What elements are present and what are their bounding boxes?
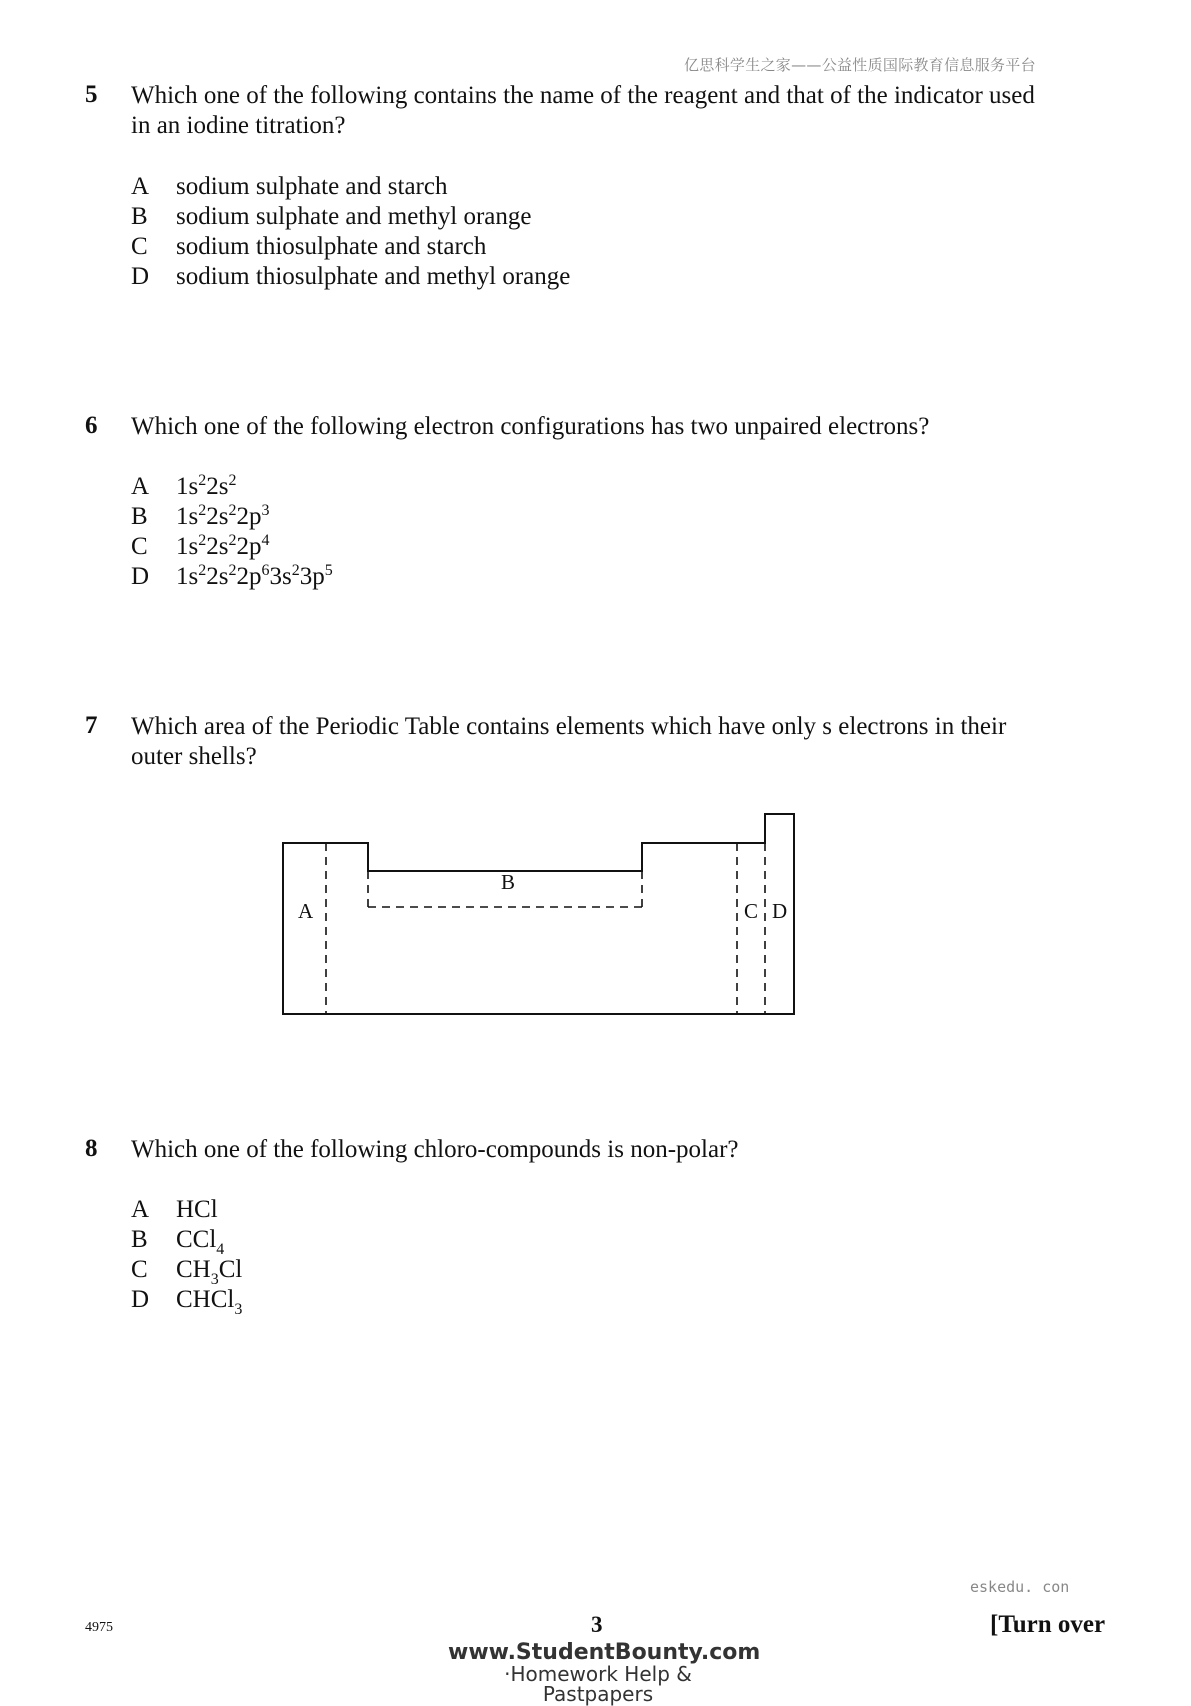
formula-text: CHCl [176, 1286, 235, 1313]
option-b [131, 502, 333, 532]
formula-text: 1s [176, 503, 199, 530]
question-6-options [131, 472, 333, 592]
formula-text: 2s [206, 503, 229, 530]
page-number: 3 [591, 1612, 603, 1637]
option-b [131, 202, 570, 232]
question-7-text [131, 712, 1111, 772]
formula-sup: 6 [261, 562, 270, 579]
turn-over-label: [Turn over [990, 1611, 1106, 1638]
formula-sup: 2 [228, 502, 237, 519]
formula-sub: 4 [216, 1241, 225, 1258]
formula-sup: 4 [261, 532, 270, 549]
option-d [131, 1285, 243, 1318]
question-line: Which one of the following contains the name of the reagent and that of the indicator used [131, 82, 1035, 109]
option-formula [176, 473, 236, 500]
formula-text: 2p [236, 533, 262, 560]
question-line: outer shells? [131, 743, 257, 770]
question-line: in an iodine titration? [131, 112, 346, 139]
option-formula [176, 563, 333, 590]
option-d [131, 562, 333, 592]
option-b [131, 1225, 242, 1258]
formula-sub: 3 [234, 1301, 243, 1318]
option-text: sodium sulphate and starch [176, 173, 448, 200]
formula-text: 2p [236, 563, 262, 590]
option-letter: A [131, 173, 150, 200]
question-6-text [131, 412, 1111, 442]
option-a [131, 1195, 242, 1225]
question-8-text [131, 1135, 1111, 1165]
formula-sup: 2 [291, 562, 300, 579]
formula-sub: 3 [210, 1271, 219, 1288]
option-c [131, 1255, 243, 1288]
formula-sup: 2 [198, 502, 207, 519]
question-7-number: 7 [85, 712, 98, 739]
option-formula [176, 503, 269, 530]
option-d [131, 262, 570, 292]
question-5-options [131, 172, 570, 292]
formula-text: 2s [206, 533, 229, 560]
option-formula [176, 533, 269, 560]
formula-text: Cl [218, 1256, 243, 1283]
option-text: sodium thiosulphate and starch [176, 233, 487, 260]
question-8-options [131, 1195, 243, 1318]
formula-sup: 2 [228, 532, 237, 549]
question-line: Which one of the following electron configurations has two unpaired electrons? [131, 413, 930, 440]
formula-text: CCl [176, 1226, 217, 1253]
formula-text: 1s [176, 533, 199, 560]
region-label-b: B [501, 870, 516, 894]
paper-code: 4975 [85, 1620, 113, 1635]
formula-sup: 3 [261, 502, 270, 519]
option-letter: C [131, 533, 148, 560]
option-letter: D [131, 563, 150, 590]
formula-sup: 2 [198, 532, 207, 549]
formula-text: 3s [269, 563, 292, 590]
option-letter: A [131, 473, 150, 500]
question-8-number: 8 [85, 1135, 98, 1162]
studentbounty-logo [448, 1640, 761, 1706]
logo-line-2: ·Homework Help & Pastpapers [504, 1662, 692, 1706]
option-letter: B [131, 1226, 148, 1253]
formula-text: 1s [176, 563, 199, 590]
header-watermark: 亿思科学生之家——公益性质国际教育信息服务平台 [684, 56, 1036, 74]
question-line: Which area of the Periodic Table contains elements which have only s electrons in their [131, 713, 1007, 740]
option-formula [176, 1256, 243, 1288]
formula-text: CH [176, 1256, 211, 1283]
formula-sup: 2 [198, 472, 207, 489]
option-c [131, 532, 333, 562]
option-formula [176, 1196, 218, 1223]
formula-sup: 5 [324, 562, 333, 579]
question-line: Which one of the following chloro-compounds is non-polar? [131, 1136, 739, 1163]
formula-text: HCl [176, 1196, 218, 1223]
region-label-a: A [298, 899, 314, 923]
question-5-number: 5 [85, 81, 98, 108]
option-c [131, 232, 570, 262]
formula-sup: 2 [198, 562, 207, 579]
option-a [131, 472, 333, 502]
option-letter: C [131, 1256, 148, 1283]
region-label-d: D [772, 899, 788, 923]
formula-text: 2s [206, 563, 229, 590]
option-text: sodium sulphate and methyl orange [176, 203, 532, 230]
periodic-table-diagram [270, 805, 800, 1020]
formula-text: 1s [176, 473, 199, 500]
question-5-text [131, 81, 1111, 141]
option-letter: B [131, 503, 148, 530]
formula-text: 2p [236, 503, 262, 530]
option-formula [176, 1226, 225, 1258]
option-letter: D [131, 263, 150, 290]
option-letter: A [131, 1196, 150, 1223]
option-letter: C [131, 233, 148, 260]
formula-text: 2s [206, 473, 229, 500]
option-letter: B [131, 203, 148, 230]
option-a [131, 172, 570, 202]
periodic-table-outline [283, 814, 794, 1014]
site-watermark: eskedu. con [970, 1578, 1070, 1596]
option-letter: D [131, 1286, 150, 1313]
formula-sup: 2 [228, 562, 237, 579]
formula-sup: 2 [228, 472, 237, 489]
option-text: sodium thiosulphate and methyl orange [176, 263, 571, 290]
region-label-c: C [744, 899, 759, 923]
logo-line-1: www.StudentBounty.com [448, 1640, 761, 1665]
formula-text: 3p [299, 563, 325, 590]
option-formula [176, 1286, 243, 1318]
question-6-number: 6 [85, 412, 98, 439]
